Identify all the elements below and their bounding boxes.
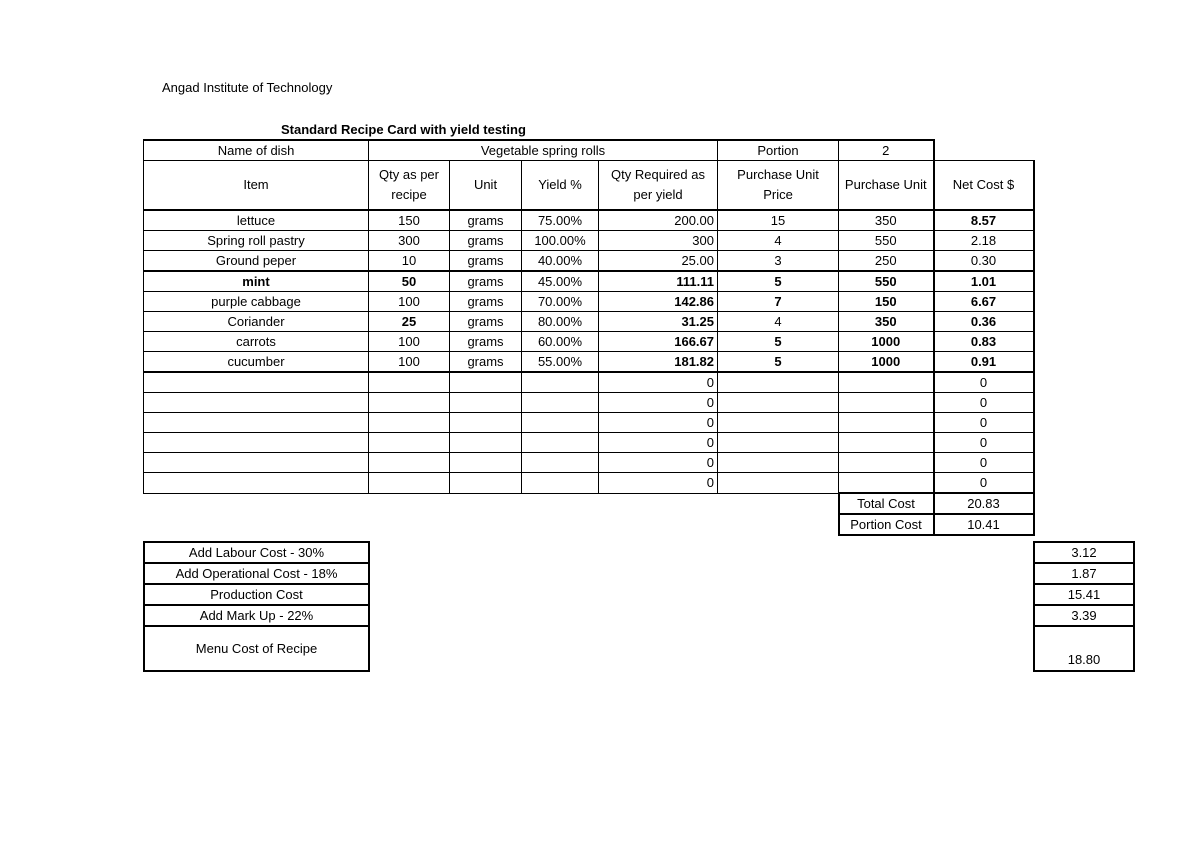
markup-label: Add Mark Up - 22% xyxy=(144,605,369,626)
unit xyxy=(450,393,522,413)
ingredient-row xyxy=(144,251,1034,272)
qty-per-recipe xyxy=(369,433,450,453)
unit: grams xyxy=(450,251,522,272)
operational-cost-label: Add Operational Cost - 18% xyxy=(144,563,369,584)
purchase-unit-price xyxy=(718,453,839,473)
purchase-unit-price: 7 xyxy=(718,292,839,312)
qty-per-recipe: 300 xyxy=(369,231,450,251)
ingredient-row xyxy=(144,271,1034,292)
qty-per-recipe xyxy=(369,393,450,413)
qty-per-recipe: 100 xyxy=(369,352,450,373)
col-header-qty-required: Qty Required as per yield xyxy=(599,161,718,211)
unit: grams xyxy=(450,352,522,373)
purchase-unit-price: 5 xyxy=(718,332,839,352)
dish-name-value: Vegetable spring rolls xyxy=(369,140,718,161)
yield-percent: 55.00% xyxy=(522,352,599,373)
net-cost: 0 xyxy=(934,393,1034,413)
markup-value: 3.39 xyxy=(1034,605,1134,626)
recipe-card-title: Standard Recipe Card with yield testing xyxy=(281,122,526,137)
purchase-unit-price: 15 xyxy=(718,210,839,231)
unit: grams xyxy=(450,312,522,332)
costing-table xyxy=(143,541,1135,672)
purchase-unit-price: 4 xyxy=(718,231,839,251)
blank-cell xyxy=(939,542,1034,563)
purchase-unit: 550 xyxy=(839,231,934,251)
unit: grams xyxy=(450,271,522,292)
unit xyxy=(450,433,522,453)
qty-required: 142.86 xyxy=(599,292,718,312)
total-cost-value: 20.83 xyxy=(934,493,1034,514)
yield-percent xyxy=(522,473,599,494)
net-cost: 0 xyxy=(934,372,1034,393)
blank-cell xyxy=(144,493,839,514)
ingredient-row xyxy=(144,292,1034,312)
ingredient-row xyxy=(144,393,1034,413)
operational-cost-value: 1.87 xyxy=(1034,563,1134,584)
qty-required: 181.82 xyxy=(599,352,718,373)
ingredient-row xyxy=(144,453,1034,473)
purchase-unit xyxy=(839,453,934,473)
yield-percent: 100.00% xyxy=(522,231,599,251)
ingredient-row xyxy=(144,312,1034,332)
net-cost: 8.57 xyxy=(934,210,1034,231)
ingredient-name xyxy=(144,433,369,453)
labour-cost-value: 3.12 xyxy=(1034,542,1134,563)
col-header-price: Purchase Unit Price xyxy=(718,161,839,211)
purchase-unit: 150 xyxy=(839,292,934,312)
ingredient-row xyxy=(144,210,1034,231)
unit xyxy=(450,413,522,433)
unit xyxy=(450,473,522,494)
purchase-unit xyxy=(839,473,934,494)
purchase-unit xyxy=(839,372,934,393)
purchase-unit: 250 xyxy=(839,251,934,272)
purchase-unit-price: 4 xyxy=(718,312,839,332)
ingredient-name xyxy=(144,393,369,413)
production-cost-label: Production Cost xyxy=(144,584,369,605)
ingredient-name: Ground peper xyxy=(144,251,369,272)
purchase-unit-price xyxy=(718,393,839,413)
institute-name: Angad Institute of Technology xyxy=(162,80,333,95)
total-cost-label: Total Cost xyxy=(839,493,934,514)
col-header-qty: Qty as per recipe xyxy=(369,161,450,211)
yield-percent: 45.00% xyxy=(522,271,599,292)
purchase-unit: 550 xyxy=(839,271,934,292)
purchase-unit-price xyxy=(718,413,839,433)
qty-required: 0 xyxy=(599,433,718,453)
labour-cost-label: Add Labour Cost - 30% xyxy=(144,542,369,563)
yield-percent xyxy=(522,453,599,473)
col-header-purchase-unit: Purchase Unit xyxy=(839,161,934,211)
yield-percent xyxy=(522,413,599,433)
ingredient-row xyxy=(144,413,1034,433)
ingredient-name: carrots xyxy=(144,332,369,352)
purchase-unit-price xyxy=(718,433,839,453)
recipe-table xyxy=(143,139,1035,536)
purchase-unit xyxy=(839,393,934,413)
production-cost-value: 15.41 xyxy=(1034,584,1134,605)
ingredient-name: mint xyxy=(144,271,369,292)
total-cost-row xyxy=(144,493,1034,514)
qty-per-recipe: 100 xyxy=(369,292,450,312)
qty-required: 166.67 xyxy=(599,332,718,352)
menu-cost-value: 18.80 xyxy=(1034,626,1134,671)
operational-cost-row xyxy=(144,563,1134,584)
purchase-unit xyxy=(839,413,934,433)
net-cost: 0 xyxy=(934,433,1034,453)
column-header-row xyxy=(144,161,1034,211)
ingredient-name: lettuce xyxy=(144,210,369,231)
ingredient-name: Coriander xyxy=(144,312,369,332)
net-cost: 0 xyxy=(934,473,1034,494)
unit: grams xyxy=(450,332,522,352)
blank-cell xyxy=(939,584,1034,605)
blank-cell xyxy=(369,563,939,584)
ingredient-row xyxy=(144,473,1034,494)
yield-percent xyxy=(522,393,599,413)
col-header-net-cost: Net Cost $ xyxy=(934,161,1034,211)
ingredient-name xyxy=(144,372,369,393)
qty-per-recipe xyxy=(369,473,450,494)
net-cost: 0.30 xyxy=(934,251,1034,272)
blank-cell xyxy=(939,605,1034,626)
portion-cost-value: 10.41 xyxy=(934,514,1034,535)
purchase-unit: 1000 xyxy=(839,332,934,352)
blank-cell xyxy=(369,626,939,671)
blank-cell xyxy=(939,626,1034,671)
yield-percent xyxy=(522,372,599,393)
ingredient-name xyxy=(144,453,369,473)
net-cost: 0.36 xyxy=(934,312,1034,332)
qty-required: 0 xyxy=(599,453,718,473)
qty-required: 200.00 xyxy=(599,210,718,231)
net-cost: 1.01 xyxy=(934,271,1034,292)
qty-required: 31.25 xyxy=(599,312,718,332)
qty-per-recipe xyxy=(369,413,450,433)
net-cost: 0.83 xyxy=(934,332,1034,352)
qty-per-recipe: 100 xyxy=(369,332,450,352)
qty-required: 25.00 xyxy=(599,251,718,272)
purchase-unit-price: 3 xyxy=(718,251,839,272)
purchase-unit-price: 5 xyxy=(718,271,839,292)
qty-required: 0 xyxy=(599,372,718,393)
net-cost: 0 xyxy=(934,453,1034,473)
portion-value: 2 xyxy=(839,140,934,161)
yield-percent: 70.00% xyxy=(522,292,599,312)
blank-cell xyxy=(369,542,939,563)
purchase-unit-price xyxy=(718,372,839,393)
yield-percent: 40.00% xyxy=(522,251,599,272)
ingredient-name: cucumber xyxy=(144,352,369,373)
unit xyxy=(450,453,522,473)
net-cost: 2.18 xyxy=(934,231,1034,251)
purchase-unit: 350 xyxy=(839,210,934,231)
yield-percent xyxy=(522,433,599,453)
portion-label: Portion xyxy=(718,140,839,161)
qty-required: 111.11 xyxy=(599,271,718,292)
ingredient-row xyxy=(144,372,1034,393)
yield-percent: 75.00% xyxy=(522,210,599,231)
blank-cell xyxy=(934,140,1034,161)
qty-per-recipe: 50 xyxy=(369,271,450,292)
col-header-unit: Unit xyxy=(450,161,522,211)
col-header-yield: Yield % xyxy=(522,161,599,211)
net-cost: 0.91 xyxy=(934,352,1034,373)
ingredient-row xyxy=(144,332,1034,352)
production-cost-row xyxy=(144,584,1134,605)
portion-cost-label: Portion Cost xyxy=(839,514,934,535)
net-cost: 6.67 xyxy=(934,292,1034,312)
qty-required: 0 xyxy=(599,473,718,494)
markup-row xyxy=(144,605,1134,626)
blank-cell xyxy=(939,563,1034,584)
ingredient-name xyxy=(144,413,369,433)
unit: grams xyxy=(450,231,522,251)
unit: grams xyxy=(450,210,522,231)
yield-percent: 60.00% xyxy=(522,332,599,352)
ingredient-name: purple cabbage xyxy=(144,292,369,312)
qty-per-recipe: 25 xyxy=(369,312,450,332)
net-cost: 0 xyxy=(934,413,1034,433)
unit xyxy=(450,372,522,393)
unit: grams xyxy=(450,292,522,312)
col-header-item: Item xyxy=(144,161,369,211)
qty-per-recipe xyxy=(369,372,450,393)
qty-per-recipe xyxy=(369,453,450,473)
qty-required: 300 xyxy=(599,231,718,251)
ingredient-name xyxy=(144,473,369,494)
menu-cost-label: Menu Cost of Recipe xyxy=(144,626,369,671)
qty-per-recipe: 150 xyxy=(369,210,450,231)
qty-required: 0 xyxy=(599,393,718,413)
purchase-unit-price xyxy=(718,473,839,494)
purchase-unit: 350 xyxy=(839,312,934,332)
purchase-unit: 1000 xyxy=(839,352,934,373)
ingredient-row xyxy=(144,231,1034,251)
dish-name-label: Name of dish xyxy=(144,140,369,161)
menu-cost-row xyxy=(144,626,1134,671)
ingredient-row xyxy=(144,433,1034,453)
qty-required: 0 xyxy=(599,413,718,433)
qty-per-recipe: 10 xyxy=(369,251,450,272)
dish-row xyxy=(144,140,1034,161)
yield-percent: 80.00% xyxy=(522,312,599,332)
portion-cost-row xyxy=(144,514,1034,535)
blank-cell xyxy=(369,584,939,605)
blank-cell xyxy=(369,605,939,626)
purchase-unit-price: 5 xyxy=(718,352,839,373)
ingredient-name: Spring roll pastry xyxy=(144,231,369,251)
labour-cost-row xyxy=(144,542,1134,563)
ingredient-row xyxy=(144,352,1034,373)
blank-cell xyxy=(144,514,839,535)
purchase-unit xyxy=(839,433,934,453)
